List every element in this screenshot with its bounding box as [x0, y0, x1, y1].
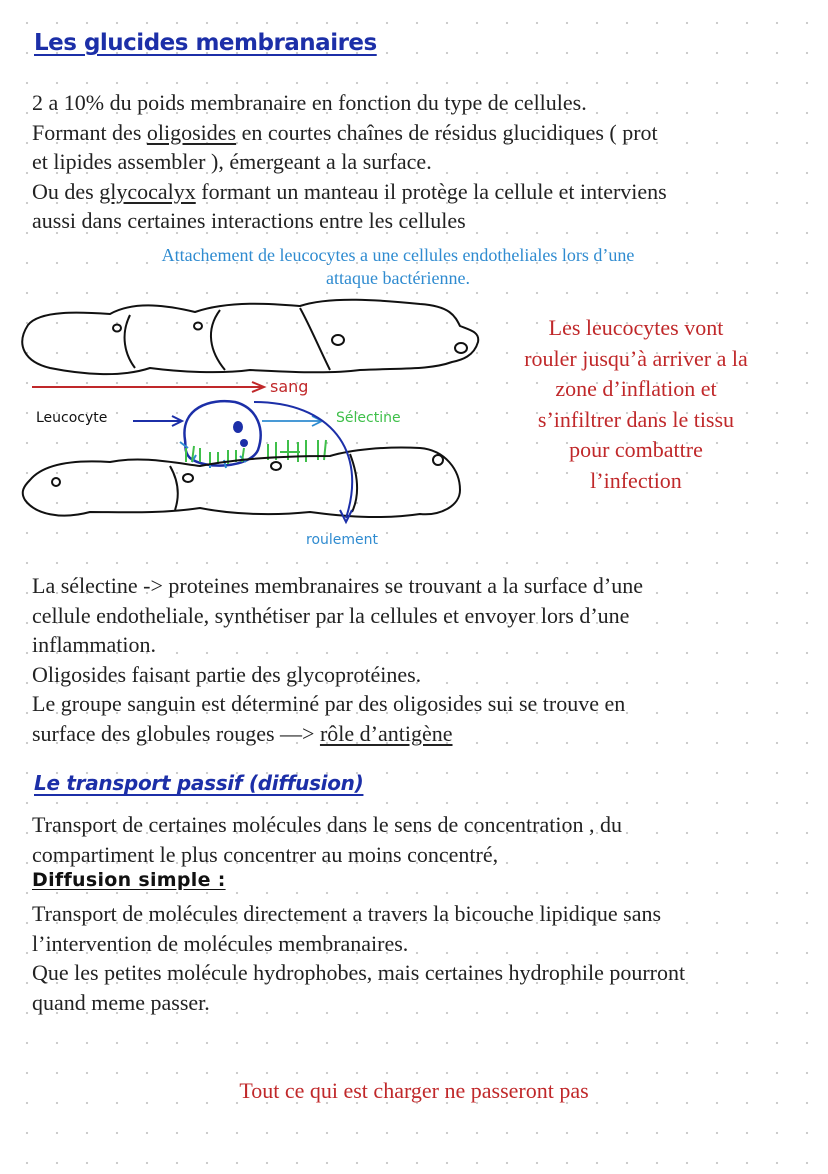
body-line: Transport de molécules directement a travers la bicouche lipidique sans: [32, 901, 662, 926]
intro-line: Formant des oligosides en courtes chaînes de résidus glucidiques ( prot: [32, 119, 658, 145]
intro-line: Ou des glycocalyx formant un manteau il protège la cellule et interviens: [32, 178, 667, 204]
note-line: rouler jusqu’à arriver a la: [524, 345, 748, 371]
subsection-title: Diffusion simple :: [32, 869, 226, 891]
body-line: Que les petites molécule hydrophobes, mais certaines hydrophile pourront: [32, 960, 686, 985]
intro-line: 2 a 10% du poids membranaire en fonction du type de cellules.: [32, 90, 587, 115]
nucleus: [332, 335, 344, 345]
final-note: Tout ce qui est charger ne passeront pas: [239, 1078, 589, 1103]
label-leucocyte: Leucocyte: [36, 410, 108, 426]
note-line: Les leucocytes vont: [548, 315, 724, 340]
nucleus: [183, 474, 193, 482]
page-title: Les glucides membranaires: [34, 30, 377, 56]
intro-paragraph: [32, 88, 812, 236]
body-line: inflammation.: [32, 632, 157, 657]
cell-divider: [125, 315, 135, 368]
leucocyte-nucleus: [233, 421, 243, 433]
body-line: La sélectine -> proteines membranaires se trouvant a la surface d’une: [32, 573, 644, 598]
label-roulement: roulement: [306, 532, 379, 548]
body-line: l’intervention de molécules membranaires.: [32, 930, 409, 956]
body-line: cellule endotheliale, synthétiser par la cellules et envoyer lors d’une: [32, 602, 630, 628]
nucleus: [113, 325, 121, 332]
nucleus: [52, 478, 60, 486]
diagram-caption: [48, 244, 748, 290]
diffusion-paragraph: [32, 899, 812, 1017]
body-line: Le groupe sanguin est déterminé par des oligosides sui se trouve en: [32, 691, 626, 716]
transport-paragraph: [32, 810, 812, 869]
nucleus: [455, 343, 467, 353]
leucocyte-diagram: [0, 290, 490, 555]
body-line: compartiment le plus concentrer au moins concentré,: [32, 841, 499, 867]
body-line: surface des globules rouges —> rôle d’antigène: [32, 720, 453, 746]
intro-line: et lipides assembler ), émergeant a la surface.: [32, 149, 432, 174]
nucleus: [433, 455, 443, 465]
note-line: zone d’inflation et: [555, 376, 717, 401]
cell-divider: [211, 310, 225, 370]
caption-line: attaque bactérienne.: [326, 268, 470, 288]
body-line: quand meme passer.: [32, 989, 210, 1015]
body-line: Oligosides faisant partie des glycoprotéines.: [32, 661, 422, 687]
caption-line: Attachement de leucocytes a une cellules endotheliales lors d’une: [161, 245, 635, 265]
selectine-paragraph: [32, 571, 812, 748]
body-line: Transport de certaines molécules dans le sens de concentration , du: [32, 812, 622, 837]
term-glycocalyx: glycocalyx: [99, 178, 196, 204]
note-line: l’infection: [590, 467, 682, 493]
label-selectine: Sélectine: [336, 410, 401, 426]
intro-line: aussi dans certaines interactions entre les cellules: [32, 208, 466, 233]
label-sang: sang: [270, 377, 309, 396]
nucleus: [271, 462, 281, 470]
term-oligosides: oligosides: [146, 119, 237, 145]
diagram-note: [492, 313, 780, 496]
cell-divider: [300, 308, 330, 370]
note-line: pour combattre: [569, 437, 703, 462]
note-line: s’infiltrer dans le tissu: [537, 406, 735, 432]
term-antigene: rôle d’antigène: [319, 720, 453, 746]
section-title: Le transport passif (diffusion): [34, 771, 364, 795]
nucleus: [194, 323, 202, 330]
cell-divider: [170, 466, 178, 510]
endothelial-cell-top: [22, 300, 478, 374]
